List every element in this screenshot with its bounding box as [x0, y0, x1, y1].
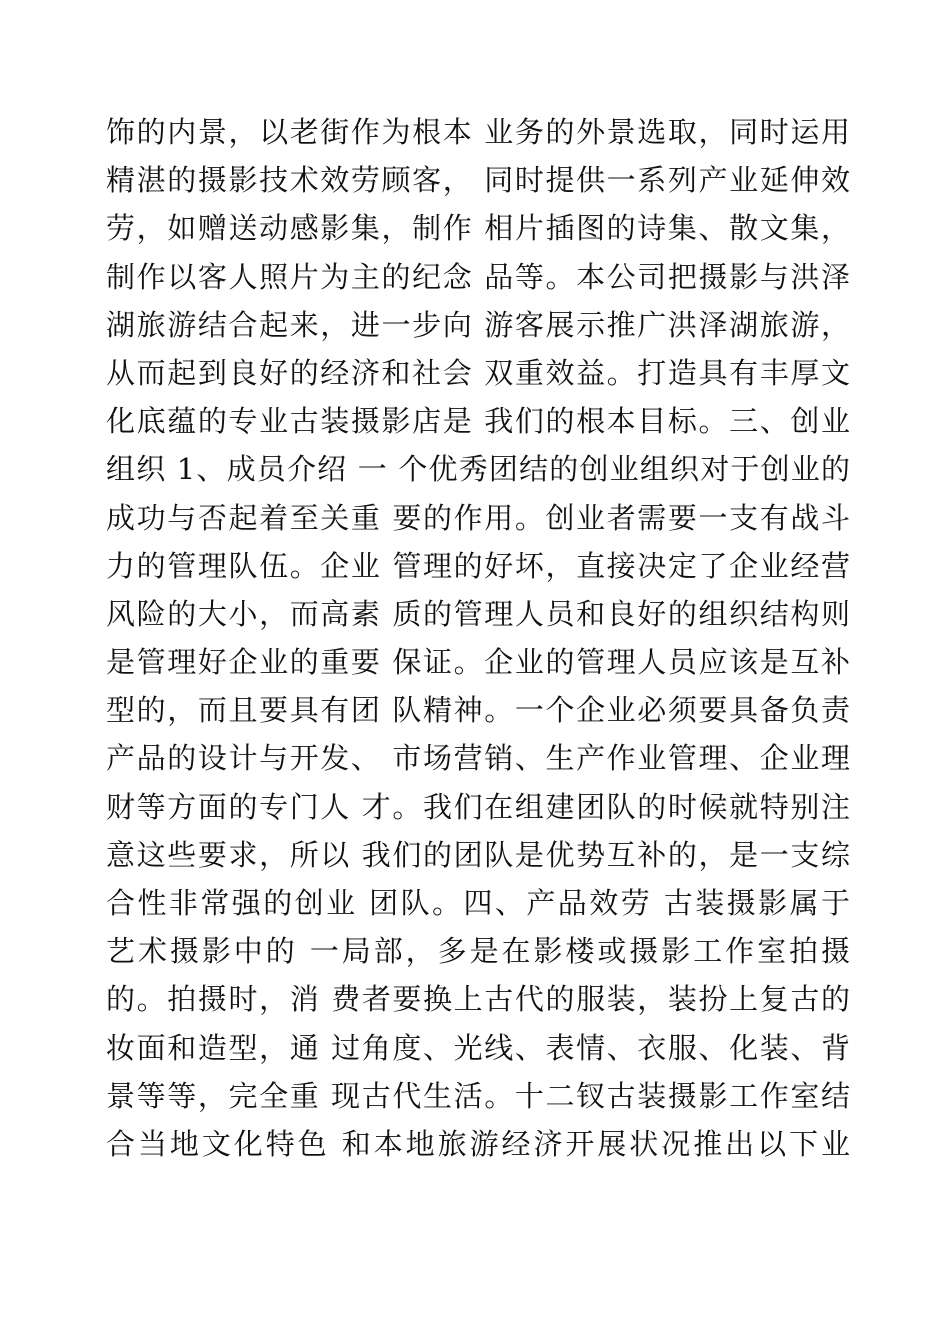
- text-line: 从而起到良好的经济和社会 双重效益。打造具有丰厚文: [106, 355, 850, 390]
- text-line: 精湛的摄影技术效劳顾客， 同时提供一系列产业延伸效: [106, 163, 850, 198]
- text-line: 劳，如赠送动感影集，制作 相片插图的诗集、散文集，: [106, 211, 850, 246]
- text-line: 意这些要求，所以 我们的团队是优势互补的，是一支综: [106, 837, 850, 872]
- text-line: 湖旅游结合起来，进一步向 游客展示推广洪泽湖旅游，: [106, 307, 850, 342]
- text-line: 成功与否起着至关重 要的作用。创业者需要一支有战斗: [106, 500, 850, 535]
- text-line: 制作以客人照片为主的纪念 品等。本公司把摄影与洪泽: [106, 259, 850, 294]
- text-line: 化底蕴的专业古装摄影店是 我们的根本目标。三、创业: [106, 404, 850, 439]
- body-text: [106, 108, 850, 1168]
- text-line: 合性非常强的创业 团队。四、产品效劳 古装摄影属于: [106, 886, 850, 920]
- text-line: 合当地文化特色 和本地旅游经济开展状况推出以下业: [106, 1126, 850, 1161]
- text-line: 妆面和造型，通 过角度、光线、表情、衣服、化装、背: [106, 1030, 850, 1065]
- text-line: 饰的内景，以老街作为根本 业务的外景选取，同时运用: [106, 115, 850, 149]
- text-line: 型的，而且要具有团 队精神。一个企业必须要具备负责: [106, 693, 850, 728]
- text-line: 的。拍摄时，消 费者要换上古代的服装，装扮上复古的: [106, 982, 850, 1017]
- text-line: 财等方面的专门人 才。我们在组建团队的时候就特别注: [106, 789, 850, 824]
- text-line: 力的管理队伍。企业 管理的好坏，直接决定了企业经营: [106, 548, 850, 583]
- text-line: 组织 1、成员介绍 一 个优秀团结的创业组织对于创业的: [106, 452, 850, 487]
- text-line: 风险的大小，而高素 质的管理人员和良好的组织结构则: [106, 596, 850, 631]
- text-line: 景等等，完全重 现古代生活。十二钗古装摄影工作室结: [106, 1078, 850, 1113]
- text-line: 产品的设计与开发、 市场营销、生产作业管理、企业理: [106, 741, 850, 776]
- text-line: 艺术摄影中的 一局部，多是在影楼或摄影工作室拍摄: [106, 934, 850, 969]
- text-line: 是管理好企业的重要 保证。企业的管理人员应该是互补: [106, 645, 850, 680]
